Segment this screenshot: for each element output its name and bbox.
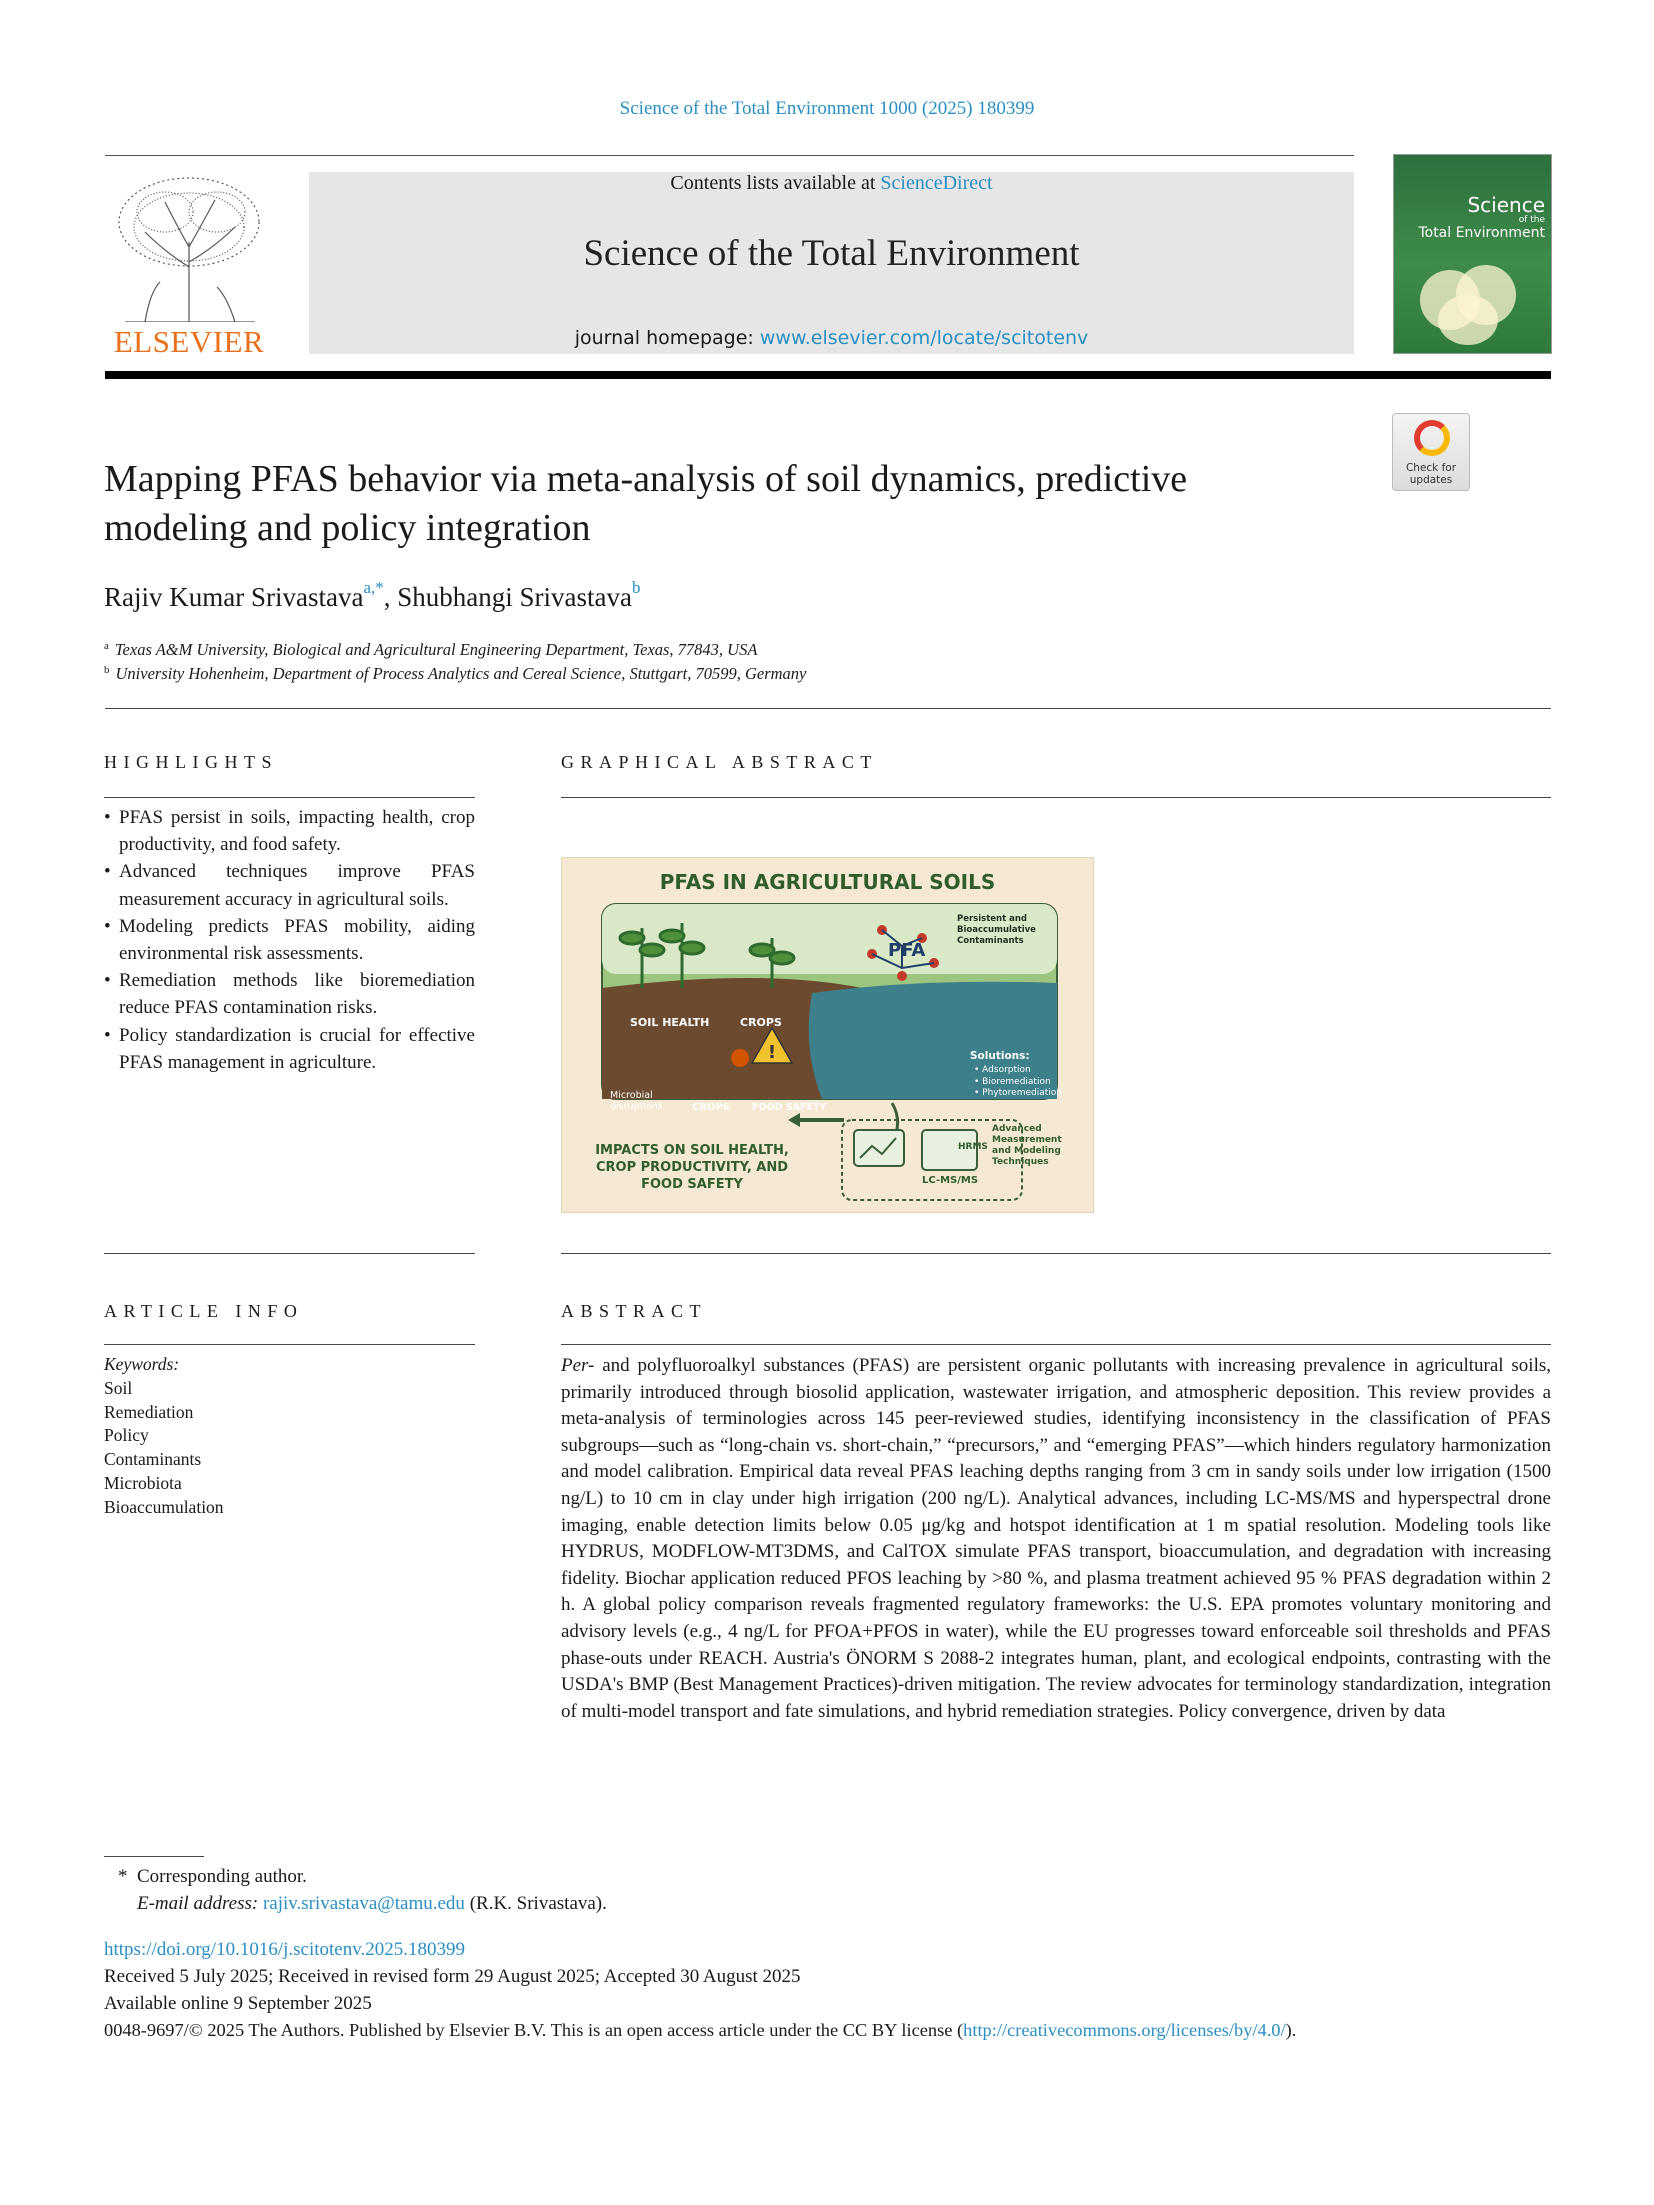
abstract-lead: Per- <box>561 1355 595 1376</box>
crossmark-line1: Check for <box>1405 462 1457 474</box>
masthead <box>309 172 1354 354</box>
graphical-abstract-end-rule <box>561 1253 1551 1254</box>
homepage-link[interactable]: www.elsevier.com/locate/scitotenv <box>759 327 1089 349</box>
ga-solution-item: • Phytoremediation <box>974 1088 1062 1098</box>
journal-title: Science of the Total Environment <box>583 233 1080 274</box>
keywords-block <box>104 1353 224 1520</box>
highlight-item: • Remediation methods like bioremediation reduce PFAS contamination risks. <box>104 967 475 1021</box>
elsevier-wordmark: ELSEVIER <box>113 324 265 359</box>
highlight-item: • Modeling predicts PFAS mobility, aiding environmental risk assessments. <box>104 913 475 967</box>
journal-cover[interactable] <box>1393 154 1552 354</box>
contents-prefix: Contents lists available at <box>670 172 881 194</box>
ga-advanced: Advanced Measurement and Modeling Techniques <box>992 1124 1062 1167</box>
license-suffix: ). <box>1285 2020 1297 2040</box>
ga-persistent-label: Persistent and Bioaccumulative Contaminants <box>957 914 1036 946</box>
email-link[interactable]: rajiv.srivastava@tamu.edu <box>262 1893 465 1914</box>
ga-solutions-list <box>974 1065 1062 1100</box>
ga-crops-top: CROPS <box>740 1016 782 1029</box>
contents-line <box>309 172 1354 195</box>
highlights-list <box>104 804 475 1076</box>
ga-solution-text: Phytoremediation <box>982 1088 1062 1098</box>
corresponding-author-note <box>118 1866 307 1888</box>
affiliation <box>104 640 757 660</box>
ga-solution-item: • Adsorption <box>974 1065 1031 1075</box>
keyword: Soil <box>104 1377 133 1398</box>
cover-title-line3: Total Environment <box>1418 225 1545 241</box>
ga-pfas-label: PFA <box>888 940 926 961</box>
highlights-heading: HIGHLIGHTS <box>104 752 278 772</box>
abstract-text: and polyfluoroalkyl substances (PFAS) are persistent organic pollutants with increasing prevalence in agricultural soils, primarily introduced through biosolid application, wastewater irrigation, and atmospheric deposition. This review provides a meta-analysis of terminologies across 145 peer-reviewed studies, identifying inconsistency in the classification of PFAS subgroups—such as “long-chain vs. short-chain,” “precursors,” and “emerging PFAS”—which hinders regulatory harmonization and model calibration. Empirical data reveal PFAS leaching depths ranging from 3 cm in sandy soils under low irrigation (1500 ng/L) to 10 cm in clay under high irrigation (200 ng/L). Analytical advances, including LC-MS/MS and hyperspectral drone imaging, enable detection limits below 0.05 μg/kg and hotspot identification at 1 m spatial resolution. Modeling tools like HYDRUS, MODFLOW-MT3DMS, and CalTOX simulate PFAS transport, bioaccumulation, and degradation with increasing fidelity. Biochar application reduced PFOS leaching by >80 %, and plasma treatment achieved 95 % PFAS degradation within 2 h. A global policy comparison reveals fragmented regulatory frameworks: the U.S. EPA promotes voluntary monitoring and advisory levels (e.g., 4 ng/L for PFOA+PFOS in water), while the EU progresses toward enforceable soil thresholds and PFAS phase-outs under REACH. Austria's ÖNORM S 2088-2 integrates human, plant, and ecological endpoints, contrasting with the USDA's BMP (Best Management Practices)-driven mitigation. The review advocates for terminology standardization, integration of multi-model transport and fate simulations, and hybrid remediation strategies. Policy convergence, driven by data <box>561 1355 1551 1722</box>
article-info-rule <box>104 1344 475 1345</box>
keyword: Remediation <box>104 1401 194 1422</box>
masthead-rule <box>105 371 1551 379</box>
affiliation <box>104 664 806 684</box>
crossmark-label <box>1393 462 1469 486</box>
article-title: Mapping PFAS behavior via meta-analysis of soil dynamics, predictive modeling and policy integration <box>104 458 1188 549</box>
elsevier-tree-icon <box>105 172 273 322</box>
cover-title-line2: of the <box>1518 215 1545 225</box>
ga-hrms: HRMS <box>958 1142 988 1152</box>
highlight-item: • Advanced techniques improve PFAS measurement accuracy in agricultural soils. <box>104 858 475 912</box>
abstract-rule <box>561 1344 1551 1345</box>
available-online: Available online 9 September 2025 <box>104 1993 372 2014</box>
abstract-body <box>561 1353 1551 1725</box>
ga-solutions-title: Solutions: <box>970 1050 1030 1062</box>
keyword: Policy <box>104 1425 149 1446</box>
ga-crops-bottom: CROPS <box>692 1102 731 1113</box>
received-dates: Received 5 July 2025; Received in revised form 29 August 2025; Accepted 30 August 2025 <box>104 1966 801 1987</box>
email-suffix: (R.K. Srivastava). <box>464 1893 607 1914</box>
ga-solution-item: • Bioremediation <box>974 1076 1051 1087</box>
abstract-heading: ABSTRACT <box>561 1301 708 1321</box>
sciencedirect-link[interactable]: ScienceDirect <box>880 172 993 194</box>
footnote-rule <box>104 1856 204 1857</box>
affiliation-marker: a <box>104 640 109 652</box>
author-name: Shubhangi Srivastava <box>397 582 632 612</box>
cover-title <box>1405 195 1545 241</box>
affiliation-text: Texas A&M University, Biological and Agricultural Engineering Department, Texas, 77843, USA <box>114 640 758 659</box>
affiliation-mark[interactable]: a,* <box>363 578 384 597</box>
crossmark-icon <box>1414 420 1450 456</box>
ga-food-safety: FOOD SAFETY <box>752 1102 827 1113</box>
license-prefix: 0048-9697/© 2025 The Authors. Published by Elsevier B.V. This is an open access article under the CC BY license ( <box>104 2020 964 2040</box>
highlights-rule <box>104 797 475 798</box>
ga-soil-health: SOIL HEALTH <box>630 1016 710 1029</box>
ga-impacts: IMPACTS ON SOIL HEALTH, CROP PRODUCTIVITY, AND FOOD SAFETY <box>595 1143 789 1192</box>
email-label: E-mail address: <box>137 1893 259 1914</box>
footnote-mark: * <box>118 1866 128 1887</box>
author-separator: , <box>383 582 398 612</box>
author-list <box>104 578 640 613</box>
keyword: Bioaccumulation <box>104 1496 224 1517</box>
ga-lcms: LC-MS/MS <box>922 1175 979 1186</box>
keyword: Microbiota <box>104 1472 182 1493</box>
graphical-abstract-image <box>561 857 1094 1213</box>
graphical-abstract-heading: GRAPHICAL ABSTRACT <box>561 752 878 772</box>
svg-text:!: ! <box>767 1042 777 1063</box>
keywords-label: Keywords: <box>104 1354 180 1374</box>
doi-link[interactable]: https://doi.org/10.1016/j.scitotenv.2025.180399 <box>104 1939 465 1960</box>
running-header[interactable]: Science of the Total Environment 1000 (2025) 180399 <box>619 98 1035 119</box>
license-link[interactable]: http://creativecommons.org/licenses/by/4.0/ <box>963 2020 1286 2040</box>
email-note <box>137 1893 607 1915</box>
homepage-prefix: journal homepage: <box>574 327 760 349</box>
ga-microbial: Microbial disruptions <box>610 1090 663 1112</box>
crossmark-line2: updates <box>1409 474 1453 486</box>
ga-solution-text: Bioremediation <box>982 1076 1051 1087</box>
highlight-item: • Policy standardization is crucial for effective PFAS management in agriculture. <box>104 1022 475 1076</box>
keyword: Contaminants <box>104 1449 202 1470</box>
cover-graphic <box>1438 295 1498 345</box>
journal-homepage <box>309 327 1354 349</box>
header-rule <box>105 155 1354 156</box>
graphical-abstract-rule <box>561 797 1551 798</box>
ga-solution-text: Adsorption <box>982 1065 1031 1075</box>
ga-banner: PFAS IN AGRICULTURAL SOILS <box>659 870 996 894</box>
article-info-heading: ARTICLE INFO <box>104 1301 304 1321</box>
section-rule <box>105 708 1551 709</box>
highlight-item: • PFAS persist in soils, impacting health, crop productivity, and food safety. <box>104 804 475 858</box>
elsevier-logo <box>105 172 273 360</box>
license-line <box>104 2020 1296 2041</box>
check-for-updates-button[interactable] <box>1392 413 1470 491</box>
affiliation-mark[interactable]: b <box>631 578 641 597</box>
affiliation-marker: b <box>104 664 110 676</box>
corresponding-text: Corresponding author. <box>137 1866 307 1887</box>
author-name: Rajiv Kumar Srivastava <box>104 582 364 612</box>
highlights-end-rule <box>104 1253 475 1254</box>
affiliation-text: University Hohenheim, Department of Process Analytics and Cereal Science, Stuttgart, 70599, Germany <box>115 664 807 683</box>
cover-title-line1: Science <box>1467 193 1545 217</box>
